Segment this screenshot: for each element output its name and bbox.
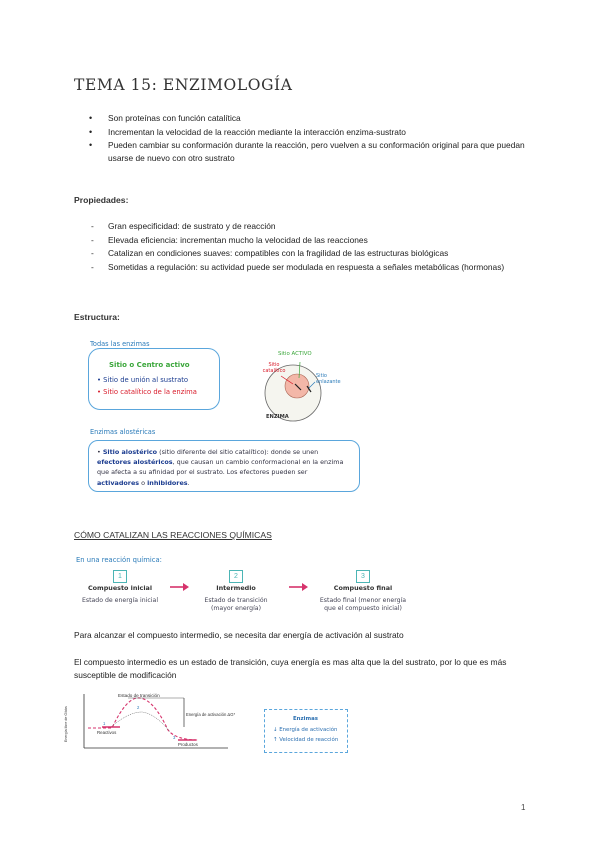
- list-item: • Son proteínas con función catalítica: [74, 112, 534, 125]
- page-title: TEMA 15: ENZIMOLOGÍA: [74, 76, 293, 94]
- paragraph: El compuesto intermedio es un estado de transición, cuya energía es mas alta que la del sustrato, por lo que es más susceptible de modificación: [74, 657, 507, 680]
- enzima-label: ENZIMA: [266, 414, 289, 420]
- sitio-catalitico-label: Sitio catalítico de la enzima: [103, 388, 197, 396]
- text-span: o: [139, 478, 148, 487]
- step-1-subtitle: Estado de energía inicial: [81, 597, 159, 604]
- activation-label: Energía de activación ΔG*: [186, 712, 236, 717]
- list-item: - Catalizan en condiciones suaves: compatibles con la fragilidad de las estructuras biológicas: [74, 247, 534, 260]
- efectores-term: efectores alostéricos: [97, 458, 173, 467]
- graph-ylabel: Energía libre de Gibbs: [64, 706, 68, 742]
- sitio-catalitico-diagram-label: Sitio catalítico: [262, 362, 286, 374]
- step-1-number: 1: [113, 570, 127, 583]
- arrow-right-icon: [289, 582, 309, 592]
- centro-activo-box: [88, 348, 220, 410]
- step-3-number: 3: [356, 570, 370, 583]
- products-label: Productos: [178, 742, 198, 747]
- catalisis-heading: CÓMO CATALIZAN LAS REACCIONES QUÍMICAS: [74, 530, 272, 540]
- reactants-label: Reactivos: [97, 730, 117, 735]
- step-3-subtitle: Estado final (menor energía que el compuesto inicial): [319, 597, 407, 612]
- enzimas-legend-box: [264, 709, 348, 753]
- sitio-alosterico-box: [88, 440, 360, 492]
- graph-point-2: 2: [137, 705, 140, 710]
- list-item: • Pueden cambiar su conformación durante la reacción, pero vuelven a su conformación original para que puedan usarse de nuevo con otro sustrato: [74, 139, 534, 164]
- graph-point-1: 1: [103, 721, 106, 726]
- reaccion-intro: En una reacción química:: [76, 556, 162, 564]
- propiedades-heading: Propiedades:: [74, 195, 129, 205]
- sitio-enlazante-label: Sitio enlazante: [316, 373, 341, 385]
- enzimas-alostericas-label: Enzimas alostéricas: [90, 428, 156, 436]
- text-span: .: [187, 478, 190, 487]
- catalyzed-curve: [110, 712, 170, 732]
- energy-graph: [72, 690, 232, 752]
- intro-bullet-list: [74, 112, 534, 165]
- arrow-right-icon: [170, 582, 190, 592]
- sitio-alosterico-text: • Sitio alostérico (sitio diferente del sitio catalítico): donde se unen efectores alostéricos, que causan un cambio conformacional en la enzima que afecta a su afinidad por el sustrato. Los efectores pueden ser activadores o inhibidores.: [97, 448, 344, 487]
- todas-enzimas-label: Todas las enzimas: [90, 340, 150, 348]
- step-3-title: Compuesto final: [333, 584, 393, 592]
- propiedades-list: [74, 220, 534, 274]
- paragraph: Para alcanzar el compuesto intermedio, se necesita dar energía de activación al sustrato: [74, 630, 404, 640]
- list-item: - Sometidas a regulación: su actividad puede ser modulada en respuesta a señales metabólicas (hormonas): [74, 261, 534, 274]
- legend-item: ↓ Energía de activación: [273, 727, 338, 733]
- legend-title: Enzimas: [293, 716, 318, 722]
- centro-activo-title: Sitio o Centro activo: [109, 361, 190, 369]
- text-span: , que causan un cambio conformacional en la enzima que afecta a su afinidad por el sustrato. Los efectores pueden ser: [97, 458, 344, 477]
- step-2-subtitle: Estado de transición (mayor energía): [204, 597, 268, 612]
- sitio-union-item: • Sitio de unión al sustrato: [97, 376, 189, 384]
- step-1-title: Compuesto inicial: [87, 584, 153, 592]
- list-item: - Gran especificidad: de sustrato y de reacción: [74, 220, 534, 233]
- legend-item: ↑ Velocidad de reacción: [273, 737, 339, 743]
- sitio-catalitico-item: • Sitio catalítico de la enzima: [97, 388, 197, 396]
- step-2-title: Intermedio: [216, 584, 256, 592]
- step-2-number: 2: [229, 570, 243, 583]
- sitio-alosterico-term: Sitio alostérico: [102, 448, 158, 456]
- estructura-heading: Estructura:: [74, 312, 120, 322]
- activadores-term: activadores: [97, 478, 140, 487]
- text-span: (sitio diferente del sitio catalítico): donde se unen: [157, 448, 319, 456]
- graph-point-3: 3: [173, 735, 176, 740]
- transition-label: Estado de transición: [118, 693, 160, 698]
- sitio-union-label: Sitio de unión al sustrato: [103, 376, 189, 384]
- page-number: 1: [521, 803, 526, 812]
- sitio-activo-label: Sitio ACTIVO: [278, 351, 312, 357]
- list-item: - Elevada eficiencia: incrementan mucho la velocidad de las reacciones: [74, 234, 534, 247]
- inhibidores-term: inhibidores: [147, 478, 188, 487]
- list-item: • Incrementan la velocidad de la reacción mediante la interacción enzima-sustrato: [74, 126, 534, 139]
